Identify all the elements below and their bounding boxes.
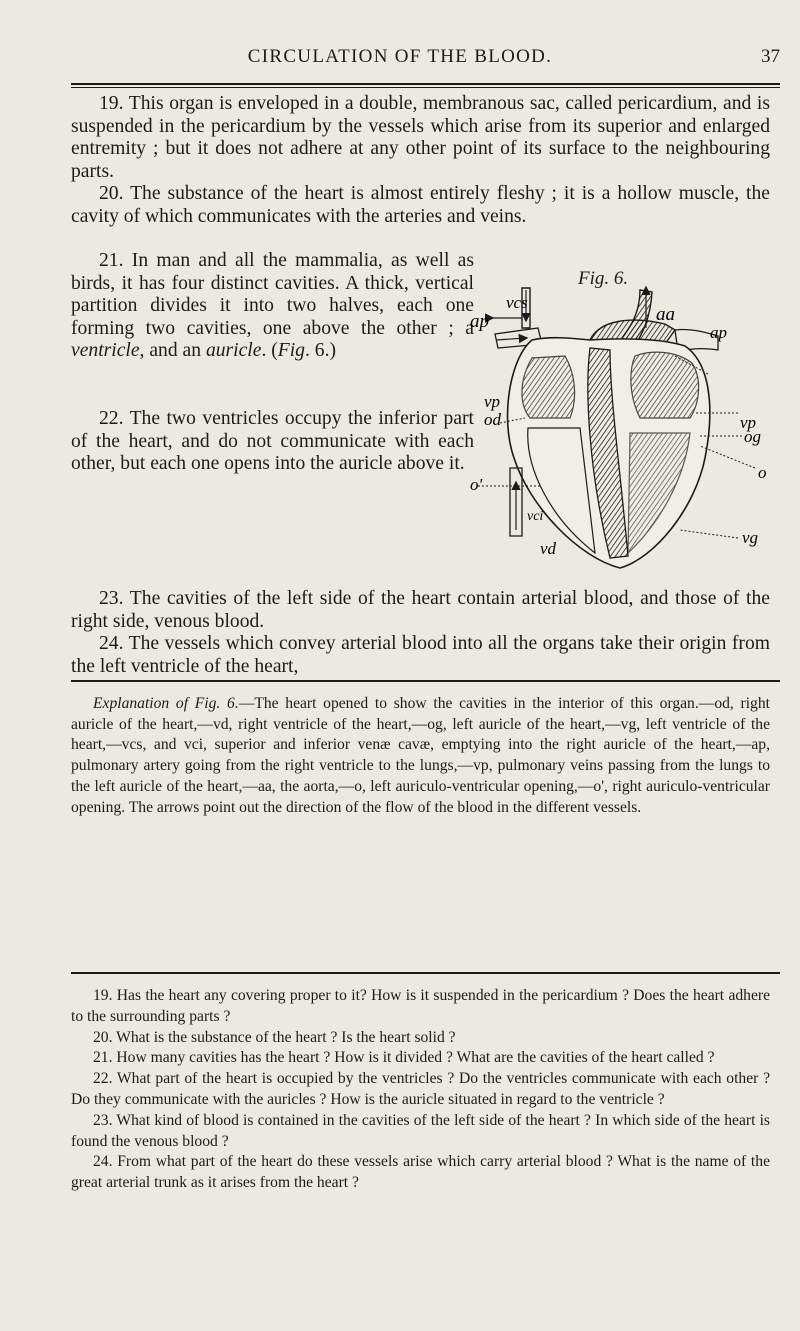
question-24: 24. From what part of the heart do these vessels arise which carry arterial blood ? What is the name of the great arterial trunk as it arises from the heart ? xyxy=(71,1153,770,1192)
page-number: 37 xyxy=(761,46,780,67)
heart-illustration xyxy=(470,268,790,586)
question-19: 19. Has the heart any covering proper to it? How is it suspended in the pericardium ? Does the heart adhere to the surrounding parts ? xyxy=(71,987,770,1025)
paragraph-21: 21. In man and all the mammalia, as well as birds, it has four distinct cavities. A thick, vertical partition divides it into two halves, each one forming two cavities, one above the other ; a ventricle, and an auricle. (Fig. 6.) xyxy=(71,250,474,361)
term-auricle: auricle xyxy=(205,340,262,361)
left-auricle xyxy=(631,352,699,418)
label-og: og xyxy=(744,427,761,446)
term-ventricle: ventricle xyxy=(71,340,140,361)
label-o-prime: o' xyxy=(470,475,483,494)
question-22: 22. What part of the heart is occupied by the ventricles ? Do the ventricles communicate with each other ? Do they communicate with the auricles ? How is the auricle situated in regard to the ventricle ? xyxy=(71,1070,770,1108)
running-head xyxy=(0,46,800,76)
question-21: 21. How many cavities has the heart ? How is it divided ? What are the cavities of the heart called ? xyxy=(93,1049,715,1067)
label-vci: vci xyxy=(527,509,544,524)
figure-caption xyxy=(71,694,770,818)
figure-label: Fig. 6. xyxy=(578,268,629,289)
label-ap-left: ap xyxy=(470,311,489,332)
label-aa: aa xyxy=(656,304,675,325)
right-auricle xyxy=(522,356,575,418)
running-title: CIRCULATION OF THE BLOOD. xyxy=(247,46,553,67)
caption-text: —The heart opened to show the cavities in the interior of this organ.—od, right auricle of the heart,—vd, right ventricle of the heart,—og, left auricle of the heart,—vg, left ventricle of the heart,—vcs, and vci, superior and inferior venæ cavæ, emptying into the right auricle of the heart,—ap, pulmonary artery going from the right ventricle to the lungs,—vp, pulmonary veins passing from the lungs to the left auricle of the heart,—aa, the aorta,—o, left auriculo-ventricular opening,—o', right auriculo-ventricular opening. The arrows point out the direction of the flow of the blood in the different vessels. xyxy=(71,695,770,816)
label-o: o xyxy=(758,463,767,482)
label-ap-right: ap xyxy=(710,323,727,342)
label-vp-right: vp xyxy=(740,413,757,432)
question-20: 20. What is the substance of the heart ? Is the heart solid ? xyxy=(93,1028,456,1046)
header-rule-thin xyxy=(71,87,780,88)
caption-title: Explanation of Fig. 6. xyxy=(93,695,239,712)
paragraph-20: 20. The substance of the heart is almost entirely fleshy ; it is a hollow muscle, the cavity of which communicates with the arteries and veins. xyxy=(71,183,770,227)
question-23: 23. What kind of blood is contained in the cavities of the left side of the heart ? In which side of the heart is found the venous blood ? xyxy=(71,1111,770,1150)
label-vcs: vcs xyxy=(506,293,528,312)
fig-reference: Fig xyxy=(277,340,305,361)
question-list xyxy=(71,986,770,1194)
heart-figure xyxy=(470,268,790,586)
caption-rule-bottom xyxy=(71,972,780,974)
label-vd: vd xyxy=(540,539,557,558)
paragraph-23: 23. The cavities of the left side of the heart contain arterial blood, and those of the right side, venous blood. xyxy=(71,588,770,632)
label-vp-left: vp xyxy=(484,392,501,411)
paragraph-19: 19. This organ is enveloped in a double, membranous sac, called pericardium, and is suspended in the pericardium by the vessels which arise from its superior and enlarged entremity ; but it does not adhere at any other point of its surface to the neighbouring parts. xyxy=(71,93,770,182)
caption-rule-top xyxy=(71,680,780,682)
paragraph-22: 22. The two ventricles occupy the inferior part of the heart, and do not communicate with each other, but each one opens into the auricle above it. xyxy=(71,408,474,474)
header-rule xyxy=(71,83,780,85)
label-vg: vg xyxy=(742,528,759,547)
paragraph-24: 24. The vessels which convey arterial blood into all the organs take their origin from the left ventricle of the heart, xyxy=(71,633,770,677)
label-od: od xyxy=(484,410,501,429)
